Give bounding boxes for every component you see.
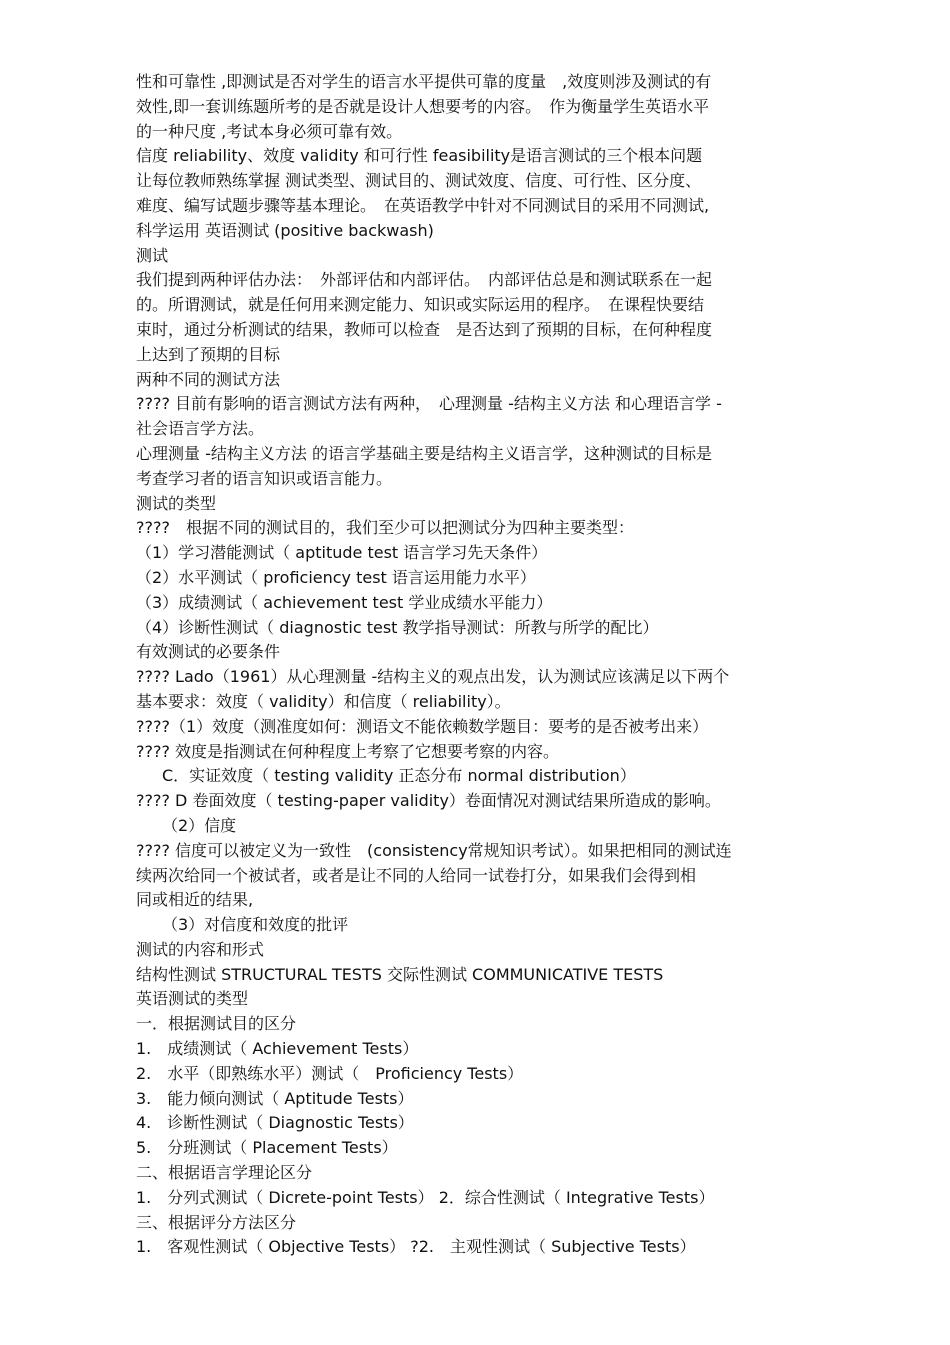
list-item: （4）诊断性测试（ diagnostic test 教学指导测试：所教与所学的配比） (136, 617, 659, 637)
document-body (136, 70, 826, 1260)
paragraph-line: ???? 信度可以被定义为一致性 (consistency常规知识考试）。如果把相同的测试连 (136, 840, 732, 860)
list-item: （1）学习潜能测试（ aptitude test 语言学习先天条件） (136, 543, 548, 563)
paragraph-line: ????（1）效度（测准度如何：测语文不能依赖数学题目：要考的是否被考出来） (136, 716, 709, 736)
section-heading: 测试的类型 (136, 493, 217, 513)
list-item: （2）水平测试（ proficiency test 语言运用能力水平） (136, 567, 536, 587)
paragraph-line: 结构性测试 STRUCTURAL TESTS 交际性测试 COMMUNICATIVE TESTS (136, 964, 664, 984)
paragraph-line: 信度 reliability、效度 validity 和可行性 feasibility是语言测试的三个根本问题 (136, 146, 703, 166)
section-heading: 测试 (136, 245, 169, 265)
paragraph-line: 我们提到两种评估办法： 外部评估和内部评估。 内部评估总是和测试联系在一起 (136, 270, 713, 290)
section-heading: 两种不同的测试方法 (136, 369, 281, 389)
paragraph-line: 的。所谓测试，就是任何用来测定能力、知识或实际运用的程序。 在课程快要结 (136, 295, 705, 315)
paragraph-line: 束时，通过分析测试的结果，教师可以检查 是否达到了预期的目标，在何种程度 (136, 319, 713, 339)
paragraph-line: 让每位教师熟练掌握 测试类型、测试目的、测试效度、信度、可行性、区分度、 (136, 171, 702, 191)
paragraph-line: 续两次给同一个被试者，或者是让不同的人给同一试卷打分，如果我们会得到相 (136, 865, 697, 885)
list-item: 3. 能力倾向测试（ Aptitude Tests） (136, 1088, 414, 1108)
paragraph-line: ???? Lado（1961）从心理测量 -结构主义的观点出发，认为测试应该满足以下两个 (136, 667, 730, 687)
list-item: 1. 成绩测试（ Achievement Tests） (136, 1039, 419, 1059)
list-item: 1. 分列式测试（ Dicrete-point Tests） 2．综合性测试（ Integrative Tests） (136, 1187, 715, 1207)
paragraph-line: C．实证效度（ testing validity 正态分布 normal distribution） (162, 766, 636, 786)
paragraph-line: 心理测量 -结构主义方法 的语言学基础主要是结构主义语言学，这种测试的目标是 (136, 443, 712, 463)
section-heading: 三、根据评分方法区分 (136, 1212, 297, 1232)
paragraph-line: 性和可靠性 ,即测试是否对学生的语言水平提供可靠的度量 ,效度则涉及测试的有 (136, 72, 712, 91)
section-heading: （3）对信度和效度的批评 (162, 915, 349, 935)
paragraph-line: 效性,即一套训练题所考的是否就是设计人想要考的内容。 作为衡量学生英语水平 (136, 96, 710, 116)
list-item: 5. 分班测试（ Placement Tests） (136, 1138, 398, 1158)
paragraph-line: 同或相近的结果, (136, 890, 254, 910)
section-heading: 测试的内容和形式 (136, 939, 265, 959)
paragraph-line: 科学运用 英语测试 (positive backwash) (136, 220, 434, 240)
list-item: 4. 诊断性测试（ Diagnostic Tests） (136, 1113, 414, 1133)
section-heading: （2）信度 (162, 815, 237, 835)
list-item: 2. 水平（即熟练水平）测试（ Proficiency Tests） (136, 1063, 524, 1083)
section-heading: 二、根据语言学理论区分 (136, 1163, 313, 1183)
list-item: 1. 客观性测试（ Objective Tests） ?2. 主观性测试（ Subjective Tests） (136, 1237, 696, 1257)
list-item: （3）成绩测试（ achievement test 学业成绩水平能力） (136, 592, 553, 612)
paragraph-line: ???? D 卷面效度（ testing-paper validity）卷面情况对测试结果所造成的影响。 (136, 791, 721, 811)
paragraph-line: 考查学习者的语言知识或语言能力。 (136, 468, 393, 488)
paragraph-line: ???? 根据不同的测试目的，我们至少可以把测试分为四种主要类型： (136, 518, 634, 538)
paragraph-line: 社会语言学方法。 (136, 419, 265, 439)
paragraph-line: ???? 效度是指测试在何种程度上考察了它想要考察的内容。 (136, 741, 560, 761)
paragraph-line: 难度、编写试题步骤等基本理论。 在英语教学中针对不同测试目的采用不同测试, (136, 195, 710, 215)
section-heading: 一．根据测试目的区分 (136, 1014, 297, 1034)
paragraph-line: 上达到了预期的目标 (136, 344, 281, 364)
paragraph-line: ???? 目前有影响的语言测试方法有两种， 心理测量 -结构主义方法 和心理语言学 - (136, 394, 722, 414)
paragraph-line: 的一种尺度 ,考试本身必须可靠有效。 (136, 121, 403, 141)
section-heading: 有效测试的必要条件 (136, 642, 281, 662)
section-heading: 英语测试的类型 (136, 989, 249, 1009)
paragraph-line: 基本要求：效度（ validity）和信度（ reliability）。 (136, 691, 511, 711)
